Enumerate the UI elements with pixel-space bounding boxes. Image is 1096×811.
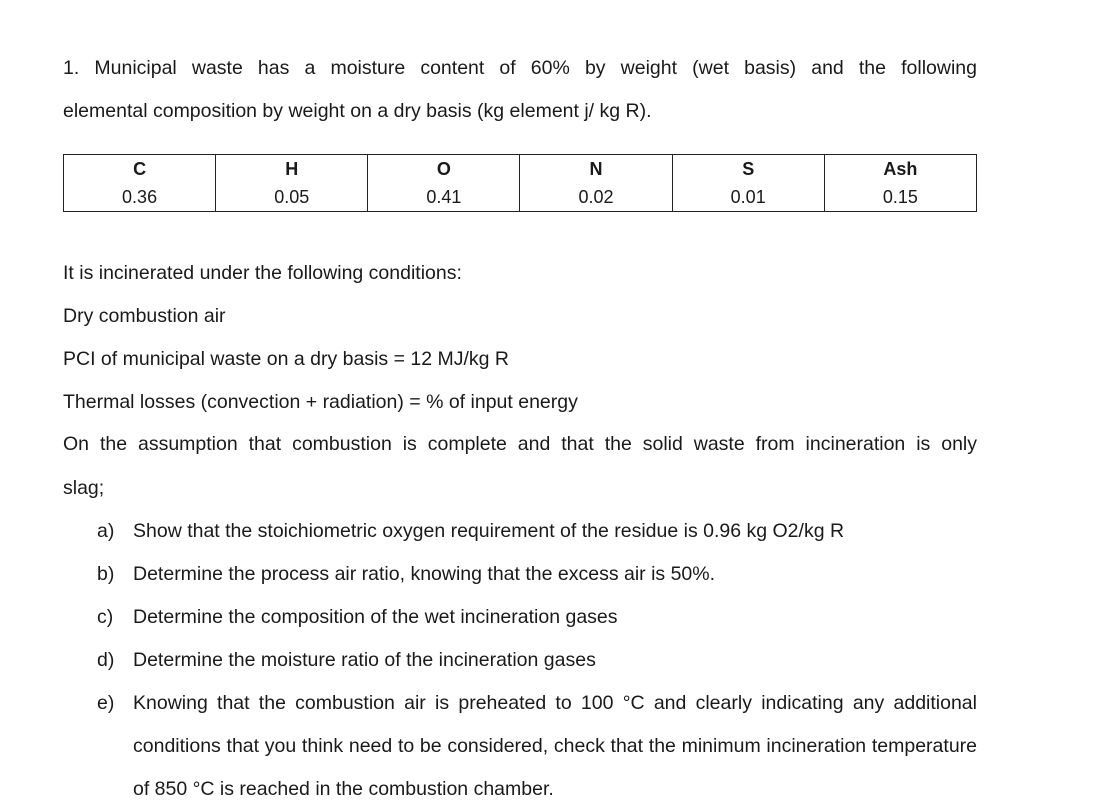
- problem-intro-line-1: 1. Municipal waste has a moisture content of 60% by weight (wet basis) and the following: [63, 57, 977, 79]
- question-list: [97, 510, 977, 811]
- question-item-d: [97, 639, 977, 682]
- assumption-line-2: slag;: [63, 477, 105, 499]
- value-sulfur: 0.01: [672, 183, 824, 212]
- question-marker: e): [97, 692, 115, 714]
- question-marker: d): [97, 649, 115, 671]
- condition-thermal-losses: Thermal losses (convection + radiation) = % of input energy: [63, 391, 578, 413]
- value-carbon: 0.36: [64, 183, 216, 212]
- composition-table: [63, 154, 977, 212]
- condition-pci: PCI of municipal waste on a dry basis = 12 MJ/kg R: [63, 348, 509, 370]
- question-item-c: [97, 596, 977, 639]
- question-text: Determine the process air ratio, knowing that the excess air is 50%.: [133, 563, 716, 585]
- header-ash: Ash: [824, 155, 976, 184]
- value-nitrogen: 0.02: [520, 183, 672, 212]
- question-item-b: [97, 553, 977, 596]
- header-carbon: C: [64, 155, 216, 184]
- question-text: Determine the composition of the wet incineration gases: [133, 606, 618, 628]
- composition-value-row: [64, 183, 977, 212]
- question-item-e: [97, 682, 977, 811]
- problem-intro-line-2: elemental composition by weight on a dry basis (kg element j/ kg R).: [63, 100, 652, 122]
- question-item-a: [97, 510, 977, 553]
- header-oxygen: O: [368, 155, 520, 184]
- question-marker: b): [97, 563, 115, 585]
- assumption-line-1: On the assumption that combustion is complete and that the solid waste from incineration is only: [63, 433, 977, 455]
- question-text: Knowing that the combustion air is preheated to 100 °C and clearly indicating any additional conditions that you think need to be considered, check that the minimum incineration temperature of 850 °C is reached in the combustion chamber.: [133, 692, 977, 800]
- header-sulfur: S: [672, 155, 824, 184]
- question-marker: c): [97, 606, 114, 628]
- value-oxygen: 0.41: [368, 183, 520, 212]
- question-text: Show that the stoichiometric oxygen requirement of the residue is 0.96 kg O2/kg R: [133, 520, 845, 542]
- header-nitrogen: N: [520, 155, 672, 184]
- question-text: Determine the moisture ratio of the incineration gases: [133, 649, 596, 671]
- conditions-heading: It is incinerated under the following conditions:: [63, 262, 462, 284]
- condition-dry-air: Dry combustion air: [63, 305, 226, 327]
- question-marker: a): [97, 520, 115, 542]
- composition-header-row: [64, 155, 977, 184]
- value-ash: 0.15: [824, 183, 976, 212]
- header-hydrogen: H: [216, 155, 368, 184]
- value-hydrogen: 0.05: [216, 183, 368, 212]
